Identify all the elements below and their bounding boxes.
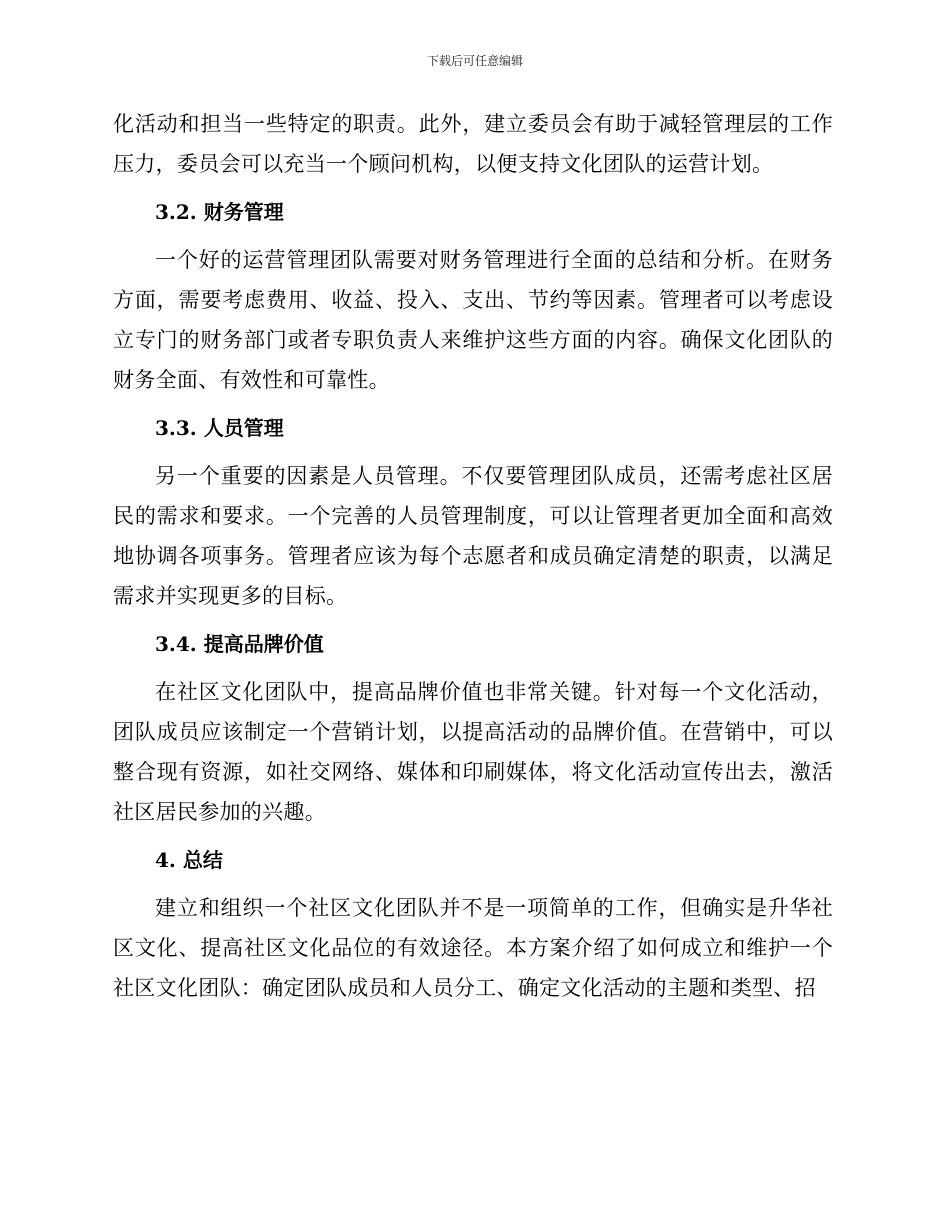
paragraph-financial-management: 一个好的运营管理团队需要对财务管理进行全面的总结和分析。在财务方面，需要考虑费用、收益、投入、支出、节约等因素。管理者可以考虑设立专门的财务部门或者专职负责人来维护这些方面的内容。确保文化团队的财务全面、有效性和可靠性。 — [113, 248, 833, 392]
heading-personnel-management: 3.3. 人员管理 — [155, 416, 284, 440]
paragraph-brand-value: 在社区文化团队中，提高品牌价值也非常关键。针对每一个文化活动，团队成员应该制定一个营销计划，以提高活动的品牌价值。在营销中，可以整合现有资源，如社交网络、媒体和印刷媒体，将文化活动宣传出去，激活社区居民参加的兴趣。 — [113, 680, 833, 824]
document-body — [113, 104, 833, 1008]
heading-brand-value: 3.4. 提高品牌价值 — [155, 632, 324, 656]
paragraph-personnel-management: 另一个重要的因素是人员管理。不仅要管理团队成员，还需考虑社区居民的需求和要求。一个完善的人员管理制度，可以让管理者更加全面和高效地协调各项事务。管理者应该为每个志愿者和成员确定清楚的职责，以满足需求并实现更多的目标。 — [113, 464, 833, 608]
page-header: 下载后可任意编辑 — [426, 54, 523, 68]
heading-financial-management: 3.2. 财务管理 — [155, 200, 284, 224]
paragraph-summary: 建立和组织一个社区文化团队并不是一项简单的工作，但确实是升华社区文化、提高社区文化品位的有效途径。本方案介绍了如何成立和维护一个社区文化团队：确定团队成员和人员分工、确定文化活动的主题和类型、招 — [113, 896, 833, 1000]
heading-summary: 4. 总结 — [155, 848, 223, 872]
paragraph-committee: 化活动和担当一些特定的职责。此外，建立委员会有助于减轻管理层的工作压力，委员会可以充当一个顾问机构，以便支持文化团队的运营计划。 — [113, 112, 833, 176]
